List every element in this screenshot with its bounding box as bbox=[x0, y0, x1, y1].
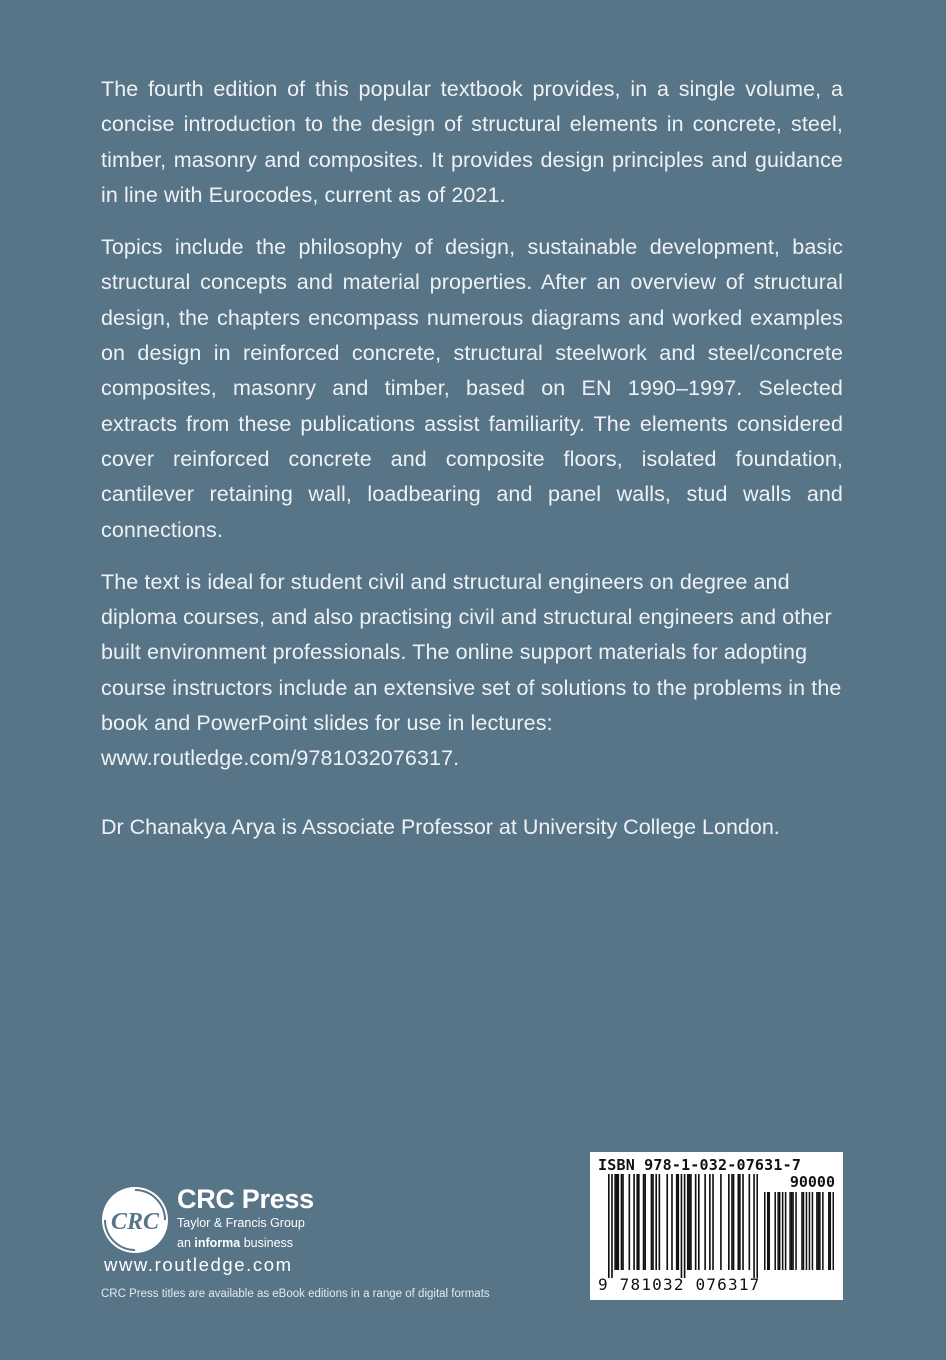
barcode-bar bbox=[695, 1174, 697, 1270]
barcode-bar bbox=[789, 1192, 791, 1270]
barcode-bar bbox=[611, 1174, 613, 1278]
publisher-informa-line bbox=[177, 1236, 293, 1250]
barcode-bar bbox=[764, 1192, 766, 1270]
barcode-bar bbox=[733, 1174, 735, 1270]
barcode-bar bbox=[731, 1174, 733, 1270]
publisher-group: Taylor & Francis Group bbox=[177, 1216, 305, 1230]
ean-digits: 9 781032 076317 bbox=[598, 1275, 761, 1294]
barcode-bar bbox=[822, 1192, 824, 1270]
barcode-bar bbox=[767, 1192, 769, 1270]
barcode-bar bbox=[792, 1192, 794, 1270]
barcode-bar bbox=[644, 1174, 646, 1270]
barcode-bar bbox=[803, 1192, 805, 1270]
barcode-bar bbox=[777, 1192, 779, 1270]
barcode-bar bbox=[809, 1192, 811, 1270]
crc-press-logo-icon bbox=[101, 1186, 169, 1254]
ean-barcode-bars bbox=[608, 1174, 758, 1282]
barcode-bar bbox=[742, 1174, 744, 1270]
barcode-bar bbox=[756, 1174, 758, 1278]
barcode-bar bbox=[830, 1192, 832, 1270]
barcode-bar bbox=[616, 1174, 618, 1270]
barcode-bar bbox=[833, 1192, 834, 1270]
barcode-bar bbox=[704, 1174, 706, 1270]
author-bio: Dr Chanakya Arya is Associate Professor at University College London. bbox=[101, 815, 780, 839]
publisher-website[interactable]: www.routledge.com bbox=[104, 1254, 293, 1275]
barcode-bar bbox=[689, 1174, 691, 1270]
crc-logo-text: CRC bbox=[110, 1209, 160, 1235]
informa-prefix: an bbox=[177, 1236, 195, 1250]
barcode-bar bbox=[801, 1192, 803, 1270]
barcode-bar bbox=[655, 1174, 657, 1270]
barcode-bar bbox=[812, 1192, 814, 1270]
publisher-name: CRC Press bbox=[177, 1184, 314, 1214]
barcode-bar bbox=[728, 1174, 730, 1270]
barcode-bar bbox=[652, 1174, 654, 1270]
barcode-bar bbox=[774, 1192, 776, 1270]
barcode-bar bbox=[795, 1192, 797, 1270]
blurb-paragraph-3: The text is ideal for student civil and structural engineers on degree and diploma courses, and also practising civil and structural engineers and other built environment professionals. The online support materials for adopting course instructors include an extensive set of solutions to the problems in the book and PowerPoint slides for use in lectures: www.routledge.com/9781032076317. bbox=[101, 569, 842, 771]
blurb-paragraph-2: Topics include the philosophy of design, sustainable development, basic structural concepts and material properties. After an overview of structural design, the chapters encompass numerous diagrams and worked examples on design in reinforced concrete, structural steelwork and steel/concrete composites, masonry and timber, based on EN 1990–1997. Selected extracts from these publications assist familiarity. The elements considered cover reinforced concrete and composite floors, isolated foundation, cantilever retaining wall, loadbearing and panel walls, stud walls and connections. bbox=[101, 235, 843, 542]
barcode-bar bbox=[636, 1174, 638, 1270]
barcode-bar bbox=[806, 1192, 808, 1270]
blurb-paragraph-1: The fourth edition of this popular textbook provides, in a single volume, a concise introduction to the design of structural elements in concrete, steel, timber, masonry and composites. It provides design principles and guidance in line with Eurocodes, current as of 2021. bbox=[101, 77, 843, 207]
barcode-bar bbox=[687, 1174, 689, 1270]
back-cover-blurb bbox=[101, 72, 843, 794]
price-code: 90000 bbox=[789, 1173, 835, 1191]
barcode-bar bbox=[791, 1192, 793, 1270]
barcode-bar bbox=[782, 1192, 784, 1270]
barcode-bar bbox=[828, 1192, 830, 1270]
barcode-bar bbox=[638, 1174, 640, 1270]
barcode-bar bbox=[818, 1192, 820, 1270]
barcode-bar bbox=[633, 1174, 635, 1270]
barcode-bar bbox=[785, 1192, 787, 1270]
barcode-bar bbox=[621, 1174, 623, 1270]
barcode-bar bbox=[666, 1174, 668, 1270]
barcode-bar bbox=[659, 1174, 661, 1270]
barcode-bar bbox=[671, 1174, 673, 1270]
ebook-note: CRC Press titles are available as eBook editions in a range of digital formats bbox=[101, 1288, 490, 1300]
barcode-bar bbox=[819, 1192, 821, 1270]
barcode-bar bbox=[608, 1174, 610, 1278]
barcode-bar bbox=[709, 1174, 711, 1270]
barcode-bar bbox=[617, 1174, 619, 1270]
barcode-bar bbox=[753, 1174, 755, 1278]
informa-suffix: business bbox=[240, 1236, 294, 1250]
barcode-bar bbox=[768, 1192, 770, 1270]
barcode-bar bbox=[681, 1174, 683, 1278]
barcode-bar bbox=[651, 1174, 653, 1270]
barcode-bar bbox=[779, 1192, 781, 1270]
barcode-bar bbox=[698, 1174, 700, 1270]
barcode-bar bbox=[684, 1174, 686, 1278]
barcode-bar bbox=[629, 1174, 631, 1270]
barcode-bar bbox=[749, 1174, 751, 1270]
barcode-bar bbox=[643, 1174, 645, 1270]
barcode-bar bbox=[676, 1174, 678, 1270]
isbn-text: ISBN 978-1-032-07631-7 bbox=[598, 1156, 802, 1174]
barcode-bar bbox=[622, 1174, 624, 1270]
barcode-bar bbox=[816, 1192, 818, 1270]
barcode-bar bbox=[614, 1174, 616, 1270]
barcode-bar bbox=[739, 1174, 741, 1270]
addon-barcode-bars bbox=[764, 1192, 834, 1272]
informa-brand: informa bbox=[194, 1236, 241, 1250]
barcode-bar bbox=[720, 1174, 722, 1270]
barcode-bar bbox=[737, 1174, 739, 1270]
barcode-bar bbox=[677, 1174, 679, 1270]
barcode-bar bbox=[690, 1174, 692, 1270]
isbn-barcode bbox=[590, 1152, 843, 1300]
barcode-bar bbox=[712, 1174, 714, 1270]
